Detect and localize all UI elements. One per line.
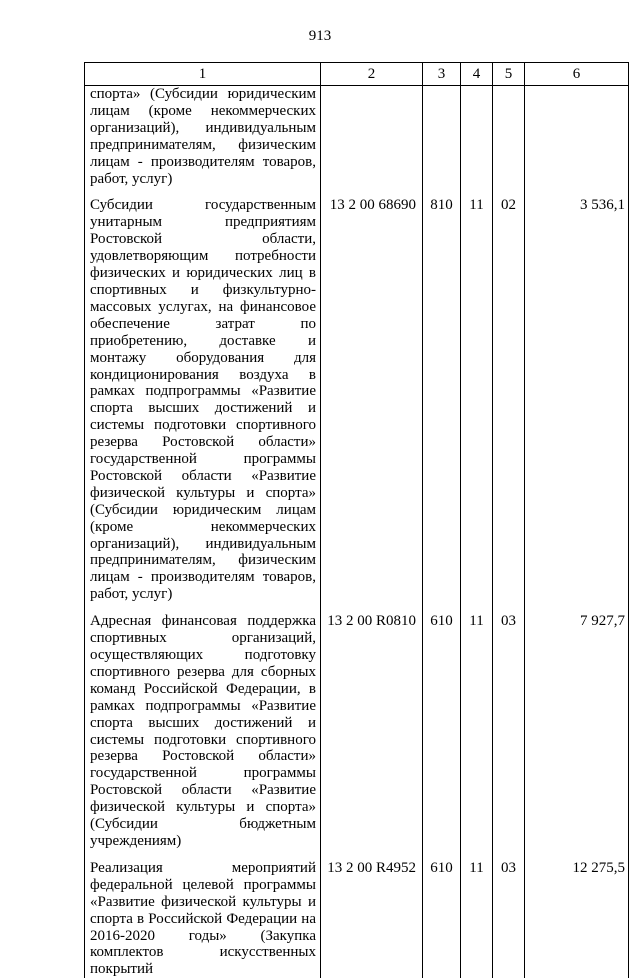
row-vr: 610 [423, 613, 461, 850]
row-pr: 02 [493, 197, 525, 603]
header-col-1: 1 [85, 63, 321, 86]
row-rz [461, 86, 493, 188]
row-code: 13 2 00 R4952 [321, 860, 423, 978]
table-row [85, 86, 629, 188]
header-col-4: 4 [461, 63, 493, 86]
header-col-5: 5 [493, 63, 525, 86]
row-pr [493, 86, 525, 188]
row-vr [423, 86, 461, 188]
row-pr: 03 [493, 860, 525, 978]
row-amount [525, 86, 629, 188]
row-pr: 03 [493, 613, 525, 850]
row-description: спорта» (Субсидии юридическим лицам (кроме некоммерческих организаций), индивидуальным предпринимателям, физическим лицам - производителям товаров, работ, услуг) [85, 86, 321, 188]
table-row [85, 197, 629, 603]
header-row [85, 63, 629, 86]
budget-table [84, 62, 629, 978]
header-col-2: 2 [321, 63, 423, 86]
row-description: Субсидии государственным унитарным предприятиям Ростовской области, удовлетворяющим потребности физических и юридических лиц в спортивных и физкультурно-массовых услугах, на финансовое обеспечение затрат по приобретению, доставке и монтажу оборудования для кондиционирования воздуха в рамках подпрограммы «Развитие спорта высших достижений и системы подготовки спортивного резерва Ростовской области» государственной программы Ростовской области «Развитие физической культуры и спорта» (Субсидии юридическим лицам (кроме некоммерческих организаций), индивидуальным предпринимателям, физическим лицам - производителям товаров, работ, услуг) [85, 197, 321, 603]
row-vr: 610 [423, 860, 461, 978]
row-rz: 11 [461, 860, 493, 978]
page-number: 913 [308, 28, 332, 44]
row-code: 13 2 00 R0810 [321, 613, 423, 850]
header-col-6: 6 [525, 63, 629, 86]
row-amount: 3 536,1 [525, 197, 629, 603]
row-vr: 810 [423, 197, 461, 603]
row-description: Реализация мероприятий федеральной целевой программы «Развитие физической культуры и спорта в Российской Федерации на 2016-2020 годы» (Закупка комплектов искусственных покрытий [85, 860, 321, 978]
row-code [321, 86, 423, 188]
row-amount: 12 275,5 [525, 860, 629, 978]
table-row [85, 860, 629, 978]
header-col-3: 3 [423, 63, 461, 86]
table-row [85, 613, 629, 850]
row-rz: 11 [461, 613, 493, 850]
row-amount: 7 927,7 [525, 613, 629, 850]
row-description: Адресная финансовая поддержка спортивных организаций, осуществляющих подготовку спортивного резерва для сборных команд Российской Федерации, в рамках подпрограммы «Развитие спорта высших достижений и системы подготовки спортивного резерва Ростовской области» государственной программы Ростовской области «Развитие физической культуры и спорта» (Субсидии бюджетным учреждениям) [85, 613, 321, 850]
row-rz: 11 [461, 197, 493, 603]
row-code: 13 2 00 68690 [321, 197, 423, 603]
